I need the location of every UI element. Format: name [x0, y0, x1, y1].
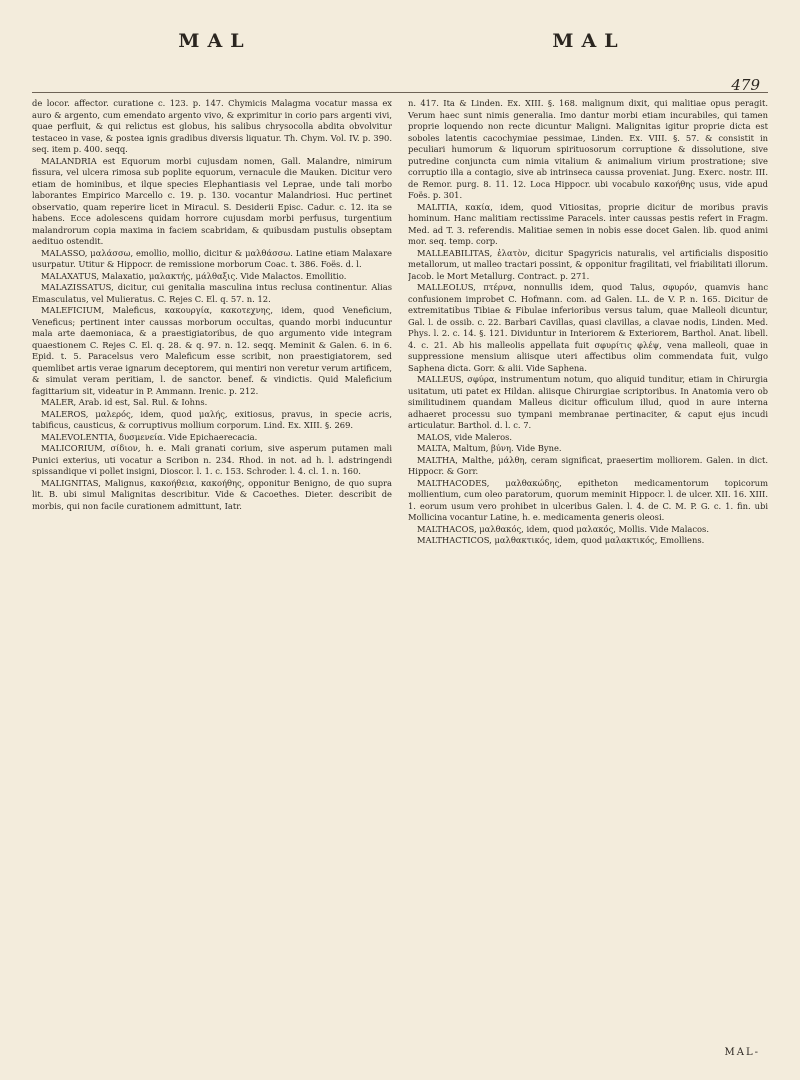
left-running-title: MAL [178, 30, 252, 52]
entry-paragraph: MALTA, Maltum, βύνη. Vide Byne. [417, 443, 562, 453]
catchword: MAL- [724, 1047, 760, 1058]
header-rule [32, 92, 768, 93]
entry-paragraph: MALOS, vide Maleros. [417, 431, 513, 442]
entry-paragraph: MALLEOLUS, πτέρνα, nonnullis idem, quod Talus, σφυρόν, quamvis hanc confusionem improbet C. Hofmann. com. ad Galen. LL. de V. P. n. 165. Dicitur de extremitatibus Tibiae & Fibulae inferioribus versus talum, quae Malleoli dicuntur, Gal. l. de ossib. c. 22. Barbari Cavillas, quasi clavillas, a clavae nodis, Linden. Med. Phys. l. 2. c. 14. §. 121. Dividuntur in Interiorem & Exteriorem, Barthol. Anat. libell. 4. c. 21. Ab his malleolis appellata fuit σφυρίτις φλέψ, vena malleoli, quae in suppressione mensium aliisque uteri affectibus olim commendata fuit, vulgo Saphena dicta. Gorr. & alii. Vide Saphena. [408, 282, 768, 373]
entry-paragraph: MALTHACTICOS, μαλθακτικός, idem, quod μαλακτικός, Emolliens. [417, 535, 705, 545]
entry-paragraph: MALICORIUM, σίδιον, h. e. Mali granati corium, sive asperum putamen mali Punici exterius, uti vocatur a Scribon n. 234. Rhod. in not. ad h. l. adstringendi spissandique vi pollet insigni, Dioscor. l. 1. c. 153. Schroder. l. 4. cl. 1. n. 160. [32, 443, 392, 476]
entry-paragraph: MALEVOLENTIA, δυσμενεία. Vide Epichaerecacia. [41, 431, 258, 442]
entry-paragraph: MALEROS, μαλερός, idem, quod μαλής, exitiosus, pravus, in specie acris, tabificus, causticus, & corruptivus mollium corporum. Lind. Ex. XIII. §. 269. [32, 408, 392, 430]
entry-paragraph: de locor. affector. curatione c. 123. p. 147. Chymicis Malagma vocatur massa ex auro & argento, cum emendato argento vivo, & exprimitur in corio pars argenti vivi, quae perfluit, & qui relictus est globus, his salibus chrysocolla abdita obvolvitur testaceo in vase, & postea ignis gradibus diversis liquatur. Th. Chym. Vol. IV. p. 390. seq. item p. 400. seqq. [32, 98, 392, 154]
left-column [32, 98, 392, 1066]
entry-paragraph: n. 417. Ita & Linden. Ex. XIII. §. 168. malignum dixit, qui malitiae opus peragit. Verum haec sunt nimis generalia. Imo dantur morbi etiam incurabiles, qui tamen proprie loquendo non recte dicuntur Maligni. Malignitas igitur proprie dicta est soboles latentis cacochymiae pessimae, Linden. Ex. VIII. §. 57. & consistit in peculiari humorum & liquorum spirituosorum corruptione & dissolutione, sive putredine conjuncta cum nimia vitalium & animalium virium prostratione; sive corruptio illa a contagio, sive ab intrinseca caussa proveniat. Jung. Exerc. nostr. III. de Remor. purg. 8. 11. 12. Loca Hippocr. ubi vocabulo κακοήθης usus, vide apud Foës. p. 301. [408, 98, 768, 200]
running-header [32, 30, 768, 94]
entry-paragraph: MALITIA, κακία, idem, quod Vitiositas, proprie dicitur de moribus pravis hominum. Hanc malitiam rectissime Paracels. inter caussas pestis refert in Fragm. Med. ad T. 3. referendis. Malitiae semen in nobis esse docet Galen. lib. quod animi mor. seq. temp. corp. [408, 201, 768, 246]
entry-paragraph: MALER, Arab. id est, Sal. Rul. & Iohns. [41, 397, 208, 407]
entry-paragraph: MALLEABILITAS, ἐλατὸν, dicitur Spagyricis naturalis, vel artificialis dispositio metallorum, ut malleo tractari possint, & opponitur fragilitati, vel friabilitati illorum. Jacob. le Mort Metallurg. Contract. p. 271. [408, 247, 768, 281]
entry-paragraph: MALAXATUS, Malaxatio, μαλακτής, μάλθαξις. Vide Malactos. Emollitio. [41, 270, 347, 281]
entry-paragraph: MALEFICIUM, Maleficus, κακουργία, κακοτεχνης, idem, quod Veneficium, Veneficus; pertinent inter caussas morborum occultas, quando morbi inducuntur mala arte daemoniaca, & a praestigiatoribus, de quo argumento vide integram quaestionem C. Rejes C. El. q. 28. & q. 97. n. 12. seqq. Meminit & Galen. 6. in 6. Epid. t. 5. Paracelsus vero Maleficum esse scribit, non praestigiatorem, sed quemlibet artis verae ignarum deceptorem, qui mentiri non veretur verum artificem, & simulat veram peritiam, l. de sanctor. benef. & vindictis. Quid Maleficium fagittarium sit, videatur in P. Ammann. Irenic. p. 212. [32, 305, 392, 396]
entry-paragraph: MALLEUS, σφύρα, instrumentum notum, quo aliquid tunditur, etiam in Chirurgia usitatum, uti patet ex Hildan. aliisque Chirurgiae scriptoribus. In Anatomia vero ob similitudinem quandam Malleus dicitur officulum illud, quod in aure interna adhaeret processu suo tympani membranae pertinaciter, & caput ejus incudi articulatur. Barthol. d. l. c. 7. [408, 374, 768, 430]
entry-paragraph: MALANDRIA est Equorum morbi cujusdam nomen, Gall. Malandre, nimirum fissura, vel ulcera rimosa sub poplite equorum, vernacule die Mauken. Dicitur vero etiam de hominibus, et ilque species Elephantiasis vel Leprae, unde tali morbo laborantes Empirico Marcello c. 19. p. 130. vocantur Malandriosi. Huc pertinet observatio, quam reperire licet in Miracul. S. Desiderii Episc. Cadur. c. 12. ita se habens. Ecce adolescens quidam horrore cujusdam morbi perfusus, turgentium malandrorum copia maxima in faciem scabridam, & quibusdam pustulis obseptam aedituo ostendit. [32, 155, 392, 246]
entry-paragraph: MALTHACOS, μαλθακός, idem, quod μαλακός, Mollis. Vide Malacos. [417, 523, 709, 534]
right-column [408, 98, 768, 1066]
entry-paragraph: MALTHACODES, μαλθακώδης, epitheton medicamentorum topicorum mollientium, cum oleo paratorum, quorum meminit Hippocr. l. de ulcer. XII. 16. XIII. 1. eorum usum vero prohibet in ulceribus Galen. l. 4. de C. M. P. G. c. 1. fin. ubi Mollicina vocantur Latine, h. e. medicamenta generis oleosi. [408, 477, 768, 522]
right-running-title: MAL [552, 30, 626, 52]
entry-paragraph: MALTHA, Malthe, μάλθη, ceram significat, praesertim molliorem. Galen. in dict. Hippocr. & Gorr. [408, 454, 768, 476]
page-number: 479 [731, 76, 760, 94]
entry-paragraph: MALASSO, μαλάσσω, emollio, mollio, dicitur & μαλθάσσω. Latine etiam Malaxare usurpatur. Utitur & Hippocr. de remissione morborum Coac. t. 386. Foës. d. l. [32, 247, 392, 269]
entry-paragraph: MALIGNITAS, Malignus, κακοήθεια, κακοήθης, opponitur Benigno, de quo supra lit. B. ubi simul Malignitas describitur. Vide & Cacoethes. Dieter. describit de morbis, qui non facile curationem admittunt, Iatr. [32, 477, 392, 511]
entry-paragraph: MALAZISSATUS, dicitur, cui genitalia masculina intus reclusa continentur. Alias Emasculatus, vel Mulieratus. C. Rejes C. El. q. 57. n. 12. [32, 282, 392, 304]
